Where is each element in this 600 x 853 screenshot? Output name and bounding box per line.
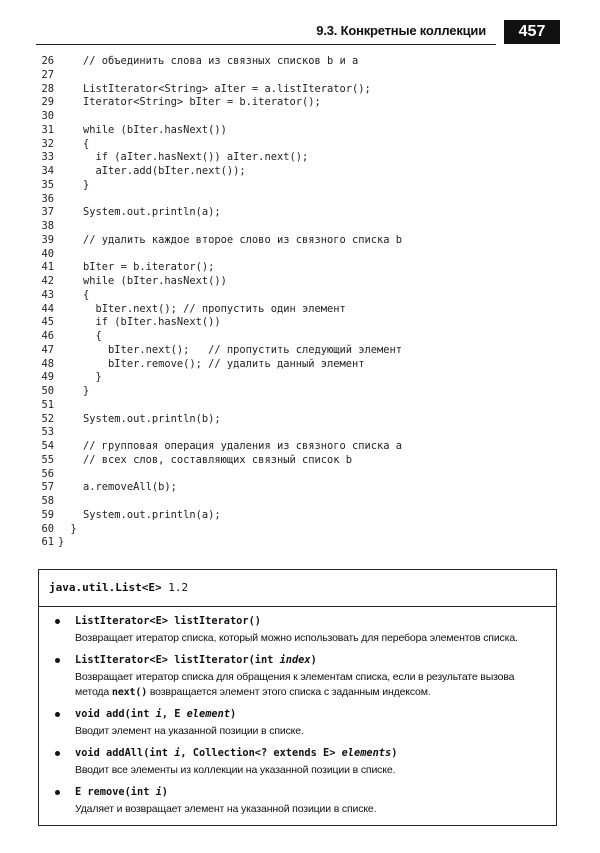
line-number: 50 xyxy=(41,385,54,397)
api-version: 1.2 xyxy=(168,581,189,594)
line-number: 54 xyxy=(41,440,54,452)
line-number: 32 xyxy=(41,137,54,150)
code-line xyxy=(36,234,560,248)
code-line xyxy=(36,303,560,317)
code-line xyxy=(36,96,560,110)
code-text: System.out.println(a); xyxy=(58,206,221,219)
method-description: Возвращает итератор списка, который можно использовать для перебора элементов списка. xyxy=(75,632,518,644)
bullet-icon xyxy=(55,790,60,795)
code-line xyxy=(36,275,560,289)
line-number: 55 xyxy=(41,453,54,466)
line-number: 39 xyxy=(41,233,54,246)
line-number: 60 xyxy=(41,522,54,535)
code-text: } xyxy=(58,522,77,535)
code-line xyxy=(36,151,560,165)
method-description: Возвращает итератор списка для обращения к элементам списка, если в результате вызова метода next() возвращается элемент этого списка с заданным индексом. xyxy=(75,671,515,698)
code-text: bIter.next(); // пропустить следующий элемент xyxy=(58,343,403,356)
line-number: 38 xyxy=(41,220,54,232)
api-method-item xyxy=(51,745,546,778)
code-text: while (bIter.hasNext()) xyxy=(58,123,227,136)
code-text: { xyxy=(58,330,102,342)
line-number: 35 xyxy=(41,178,54,191)
method-signature: void add(int i, E element) xyxy=(75,708,237,720)
line-number: 53 xyxy=(41,426,54,439)
code-line xyxy=(36,385,560,399)
code-line xyxy=(36,468,560,482)
line-number: 47 xyxy=(41,343,54,356)
code-line xyxy=(36,138,560,152)
method-description: Вводит все элементы из коллекции на указанной позиции в списке. xyxy=(75,764,396,776)
line-number: 57 xyxy=(41,481,54,494)
code-line xyxy=(36,206,560,220)
api-method-item xyxy=(51,652,546,700)
code-line xyxy=(36,399,560,413)
code-line xyxy=(36,495,560,509)
code-line xyxy=(36,110,560,124)
code-text: } xyxy=(58,371,102,384)
code-text: a.removeAll(b); xyxy=(58,481,177,494)
api-method-list xyxy=(39,607,556,817)
code-line xyxy=(36,261,560,275)
line-number: 30 xyxy=(41,110,54,122)
line-number: 27 xyxy=(41,68,54,81)
code-line xyxy=(36,330,560,344)
method-description: Вводит элемент на указанной позиции в списке. xyxy=(75,725,304,737)
code-text: bIter = b.iterator(); xyxy=(58,261,215,274)
line-number: 61 xyxy=(41,536,54,549)
code-text: bIter.next(); // пропустить один элемент xyxy=(58,302,346,315)
code-text: { xyxy=(58,288,90,301)
line-number: 51 xyxy=(41,398,54,411)
bullet-icon xyxy=(55,619,60,624)
code-text: bIter.remove(); // удалить данный элемент xyxy=(58,357,365,370)
line-number: 44 xyxy=(41,302,54,315)
line-number: 46 xyxy=(41,330,54,342)
api-method-item xyxy=(51,706,546,739)
code-line xyxy=(36,124,560,138)
line-number: 28 xyxy=(41,82,54,95)
line-number: 36 xyxy=(41,192,54,205)
api-class-name: java.util.List<E> xyxy=(49,581,162,594)
code-line xyxy=(36,454,560,468)
code-text: aIter.add(bIter.next()); xyxy=(58,165,246,177)
bullet-icon xyxy=(55,658,60,663)
code-line xyxy=(36,536,560,550)
code-text: Iterator<String> bIter = b.iterator(); xyxy=(58,96,321,109)
line-number: 49 xyxy=(41,371,54,384)
code-line xyxy=(36,509,560,523)
code-listing xyxy=(36,55,560,550)
code-text: } xyxy=(58,178,90,191)
line-number: 31 xyxy=(41,123,54,136)
line-number: 37 xyxy=(41,206,54,219)
code-line xyxy=(36,193,560,207)
code-text: if (bIter.hasNext()) xyxy=(58,316,221,329)
code-text: { xyxy=(58,137,90,150)
code-line xyxy=(36,289,560,303)
method-signature: ListIterator<E> listIterator(int index) xyxy=(75,654,317,666)
code-line xyxy=(36,426,560,440)
method-signature: void addAll(int i, Collection<? extends E> elements) xyxy=(75,747,398,759)
code-line xyxy=(36,69,560,83)
code-line xyxy=(36,220,560,234)
line-number: 56 xyxy=(41,467,54,480)
code-text: } xyxy=(58,385,90,397)
api-method-item xyxy=(51,784,546,817)
method-signature: ListIterator<E> listIterator() xyxy=(75,615,261,627)
page-number: 457 xyxy=(504,20,560,44)
line-number: 48 xyxy=(41,357,54,370)
line-number: 40 xyxy=(41,247,54,260)
header-rule xyxy=(36,44,496,45)
code-line xyxy=(36,316,560,330)
code-text: System.out.println(a); xyxy=(58,508,221,521)
code-text: while (bIter.hasNext()) xyxy=(58,275,227,287)
code-text: } xyxy=(58,536,65,549)
code-text: System.out.println(b); xyxy=(58,412,221,425)
line-number: 26 xyxy=(41,55,54,67)
code-line xyxy=(36,358,560,372)
line-number: 43 xyxy=(41,288,54,301)
line-number: 29 xyxy=(41,96,54,109)
api-method-item xyxy=(51,613,546,646)
code-text: // всех слов, составляющих связный список b xyxy=(58,453,353,466)
code-text: ListIterator<String> aIter = a.listIterator(); xyxy=(58,82,371,95)
code-line xyxy=(36,55,560,69)
line-number: 52 xyxy=(41,412,54,425)
code-text: // объединить слова из связных списков b и a xyxy=(58,55,359,67)
code-text: if (aIter.hasNext()) aIter.next(); xyxy=(58,151,309,164)
page-header xyxy=(36,20,560,46)
api-class-header xyxy=(39,570,556,607)
bullet-icon xyxy=(55,751,60,756)
code-line xyxy=(36,83,560,97)
code-line xyxy=(36,371,560,385)
code-line xyxy=(36,179,560,193)
line-number: 59 xyxy=(41,508,54,521)
code-line xyxy=(36,248,560,262)
api-reference-box xyxy=(38,569,557,826)
code-text: // групповая операция удаления из связного списка a xyxy=(58,440,403,452)
method-description: Удаляет и возвращает элемент на указанной позиции в списке. xyxy=(75,803,377,815)
code-line xyxy=(36,523,560,537)
code-line xyxy=(36,440,560,454)
bullet-icon xyxy=(55,712,60,717)
section-title: 9.3. Конкретные коллекции xyxy=(316,23,486,38)
line-number: 41 xyxy=(41,261,54,274)
line-number: 42 xyxy=(41,275,54,287)
code-text: // удалить каждое второе слово из связного списка b xyxy=(58,233,403,246)
code-line xyxy=(36,165,560,179)
line-number: 45 xyxy=(41,316,54,329)
line-number: 58 xyxy=(41,495,54,507)
line-number: 33 xyxy=(41,151,54,164)
code-line xyxy=(36,481,560,495)
method-signature: E remove(int i) xyxy=(75,786,168,798)
code-line xyxy=(36,344,560,358)
line-number: 34 xyxy=(41,165,54,177)
code-line xyxy=(36,413,560,427)
